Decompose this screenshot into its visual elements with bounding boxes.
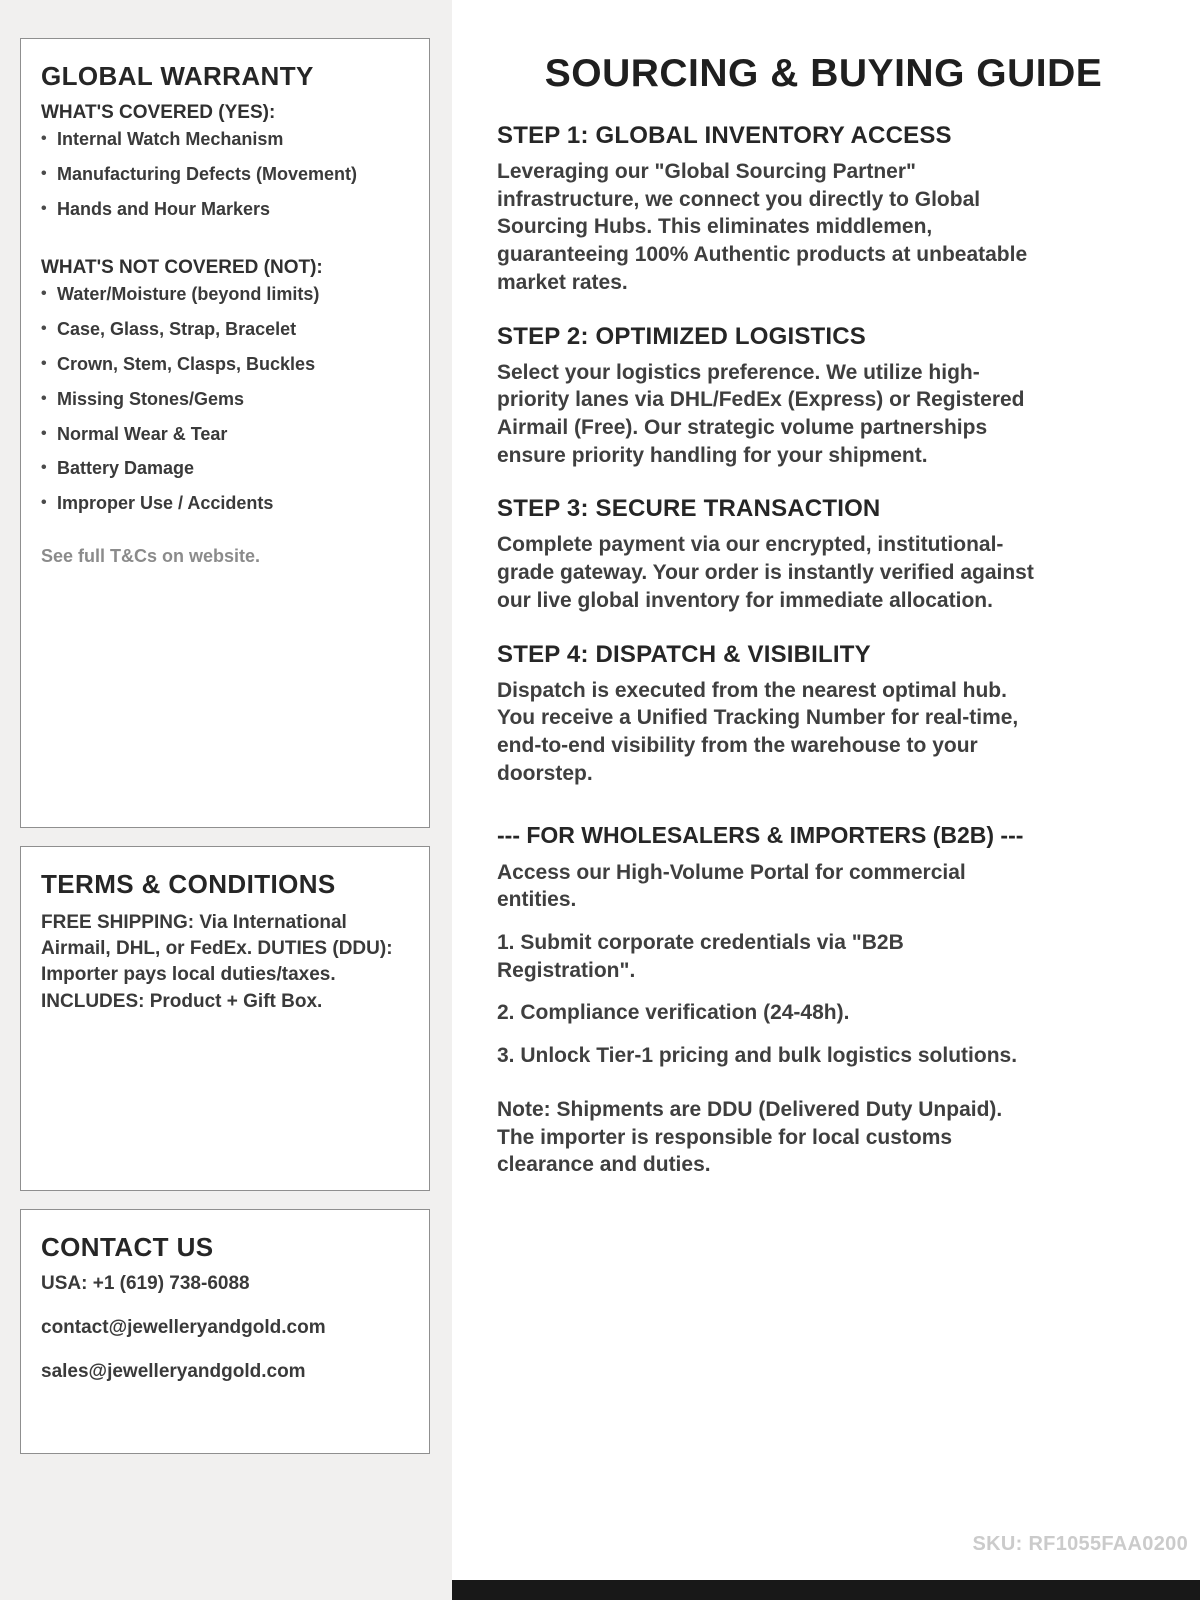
step-4-body: Dispatch is executed from the nearest optimal hub. You receive a Unified Tracking Number for real-time, end-to-end visibility from the warehouse to your doorstep. — [497, 678, 1019, 785]
step-3-body: Complete payment via our encrypted, institutional-grade gateway. Your order is instantly verified against our live global inventory for immediate allocation. — [497, 533, 1034, 612]
contact-title: CONTACT US — [41, 1232, 214, 1262]
step-1 — [497, 122, 1150, 297]
terms-body: FREE SHIPPING: Via International Airmail, DHL, or FedEx. DUTIES (DDU): Importer pays local duties/taxes. INCLUDES: Product + Gift Box. — [41, 912, 393, 1012]
not-covered-title: WHAT'S NOT COVERED (NOT): — [41, 257, 323, 279]
not-covered-item: • Crown, Stem, Clasps, Buckles — [41, 355, 409, 375]
covered-item: • Manufacturing Defects (Movement) — [41, 165, 409, 185]
warranty-title: GLOBAL WARRANTY — [41, 61, 314, 91]
b2b-note: Note: Shipments are DDU (Delivered Duty Unpaid). The importer is responsible for local customs clearance and duties. — [497, 1097, 1003, 1177]
contact-email-primary: contact@jewelleryandgold.com — [41, 1317, 326, 1338]
not-covered-list — [41, 285, 409, 514]
covered-item: • Hands and Hour Markers — [41, 200, 409, 220]
not-covered-item: • Water/Moisture (beyond limits) — [41, 285, 409, 305]
contact-phone: USA: +1 (619) 738-6088 — [41, 1273, 250, 1294]
step-1-body: Leveraging our "Global Sourcing Partner" infrastructure, we connect you directly to Global Sourcing Hubs. This eliminates middlemen, guaranteeing 100% Authentic products at unbeatable market rates. — [497, 160, 1028, 294]
sku-label: SKU: RF1055FAA0200 — [972, 1533, 1188, 1555]
b2b-step-3: 3. Unlock Tier-1 pricing and bulk logistics solutions. — [497, 1044, 1018, 1068]
b2b-section — [497, 822, 1150, 1179]
b2b-step-1: 1. Submit corporate credentials via "B2B Registration". — [497, 930, 904, 982]
covered-item: • Internal Watch Mechanism — [41, 130, 409, 150]
terms-box — [20, 846, 430, 1191]
step-2-heading: STEP 2: OPTIMIZED LOGISTICS — [497, 322, 866, 350]
b2b-intro: Access our High-Volume Portal for commercial entities. — [497, 860, 966, 912]
step-2 — [497, 323, 1150, 470]
not-covered-item: • Normal Wear & Tear — [41, 425, 409, 445]
covered-title: WHAT'S COVERED (YES): — [41, 102, 276, 123]
step-3 — [497, 495, 1150, 614]
covered-list — [41, 130, 409, 219]
terms-title: TERMS & CONDITIONS — [41, 869, 336, 899]
footer-bar — [452, 1580, 1200, 1600]
b2b-step-2: 2. Compliance verification (24-48h). — [497, 1001, 850, 1025]
step-4 — [497, 641, 1150, 788]
sidebar — [0, 0, 452, 1600]
step-1-heading: STEP 1: GLOBAL INVENTORY ACCESS — [497, 122, 952, 149]
step-3-heading: STEP 3: SECURE TRANSACTION — [497, 495, 881, 523]
not-covered-item: • Case, Glass, Strap, Bracelet — [41, 320, 409, 340]
page-title: SOURCING & BUYING GUIDE — [544, 52, 1103, 95]
contact-box — [20, 1209, 430, 1454]
global-warranty-box — [20, 38, 430, 828]
step-4-heading: STEP 4: DISPATCH & VISIBILITY — [497, 640, 871, 668]
warranty-footnote: See full T&Cs on website. — [41, 545, 261, 566]
step-2-body: Select your logistics preference. We utilize high-priority lanes via DHL/FedEx (Express) or Registered Airmail (Free). Our strategic volume partnerships ensure priority handling for your shipment. — [497, 360, 1025, 467]
contact-email-sales: sales@jewelleryandgold.com — [41, 1361, 306, 1382]
not-covered-item: • Missing Stones/Gems — [41, 390, 409, 410]
main-content — [452, 0, 1200, 1600]
not-covered-item: • Battery Damage — [41, 459, 409, 479]
not-covered-item: • Improper Use / Accidents — [41, 494, 409, 514]
b2b-heading: --- FOR WHOLESALERS & IMPORTERS (B2B) --- — [497, 821, 1024, 848]
